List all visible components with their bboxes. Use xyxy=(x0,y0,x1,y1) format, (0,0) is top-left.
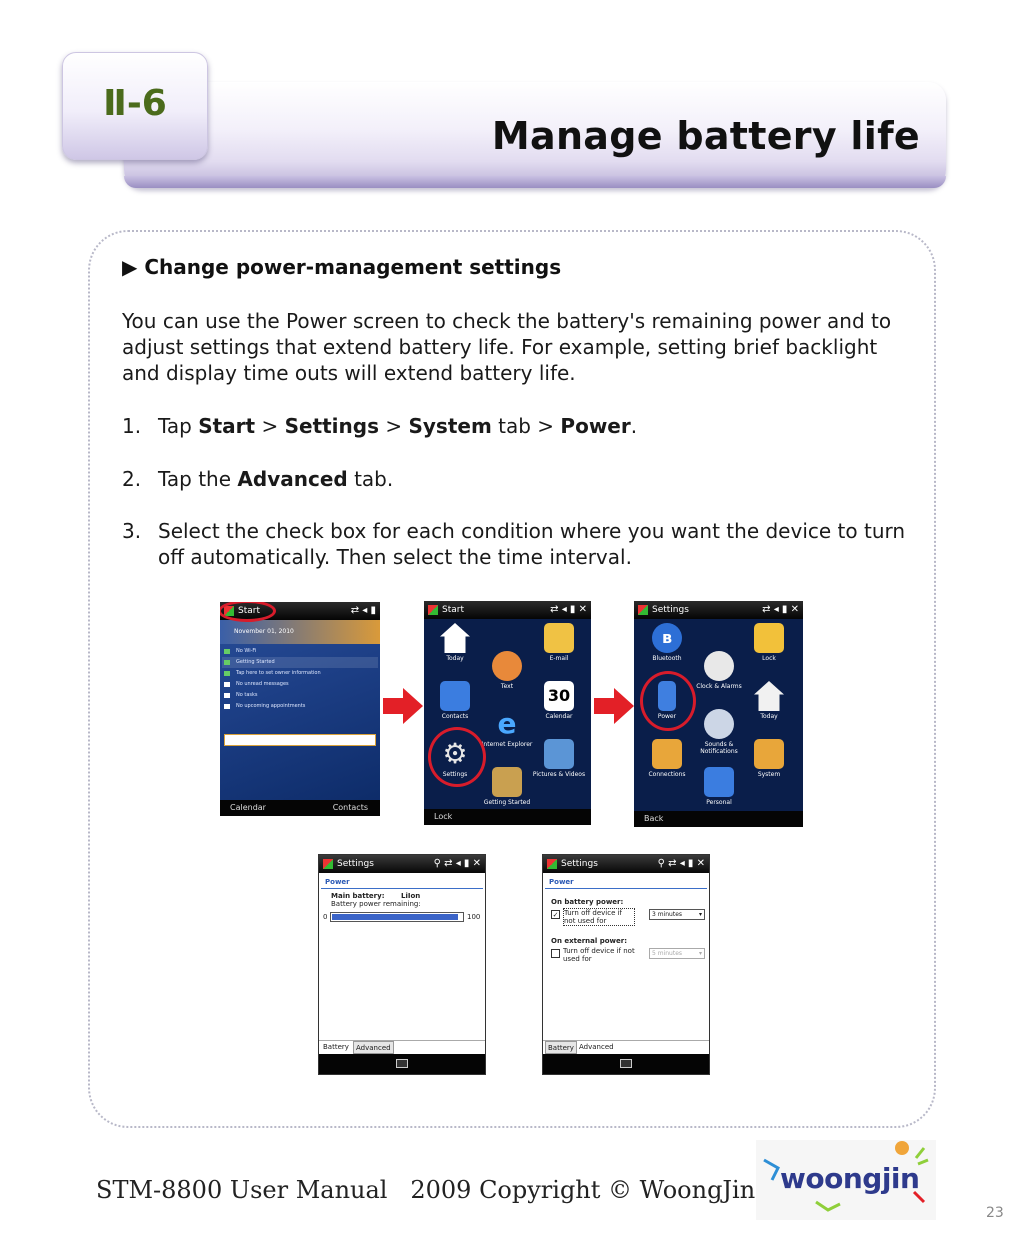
date-text: November 01, 2010 xyxy=(234,628,294,635)
status-icons: ⚲ ⇄ ◂ ▮ ✕ xyxy=(657,858,705,869)
step-number: 3. xyxy=(122,519,142,543)
step-text: Select the check box for each condition where you want the device to turn off automatically. Then select the time interval. xyxy=(158,519,906,569)
title-banner xyxy=(124,82,946,188)
soft-key-bar xyxy=(634,811,803,827)
tab-battery[interactable]: Battery xyxy=(321,1041,351,1054)
tab-strip xyxy=(543,1040,709,1054)
battery-min: 0 xyxy=(323,913,328,921)
start-label: Start xyxy=(238,606,260,616)
main-battery-label: Main battery: xyxy=(331,892,385,900)
step-number: 2. xyxy=(122,467,142,491)
tab-advanced[interactable]: Advanced xyxy=(577,1041,616,1054)
today-items xyxy=(222,646,378,712)
settings-title: Settings xyxy=(561,859,598,869)
lock-soft-key[interactable]: Lock xyxy=(434,812,453,821)
status-icons: ⇄ ◂ ▮ ✕ xyxy=(762,604,799,615)
soft-key-bar xyxy=(319,1054,485,1074)
back-soft-key[interactable]: Back xyxy=(644,814,664,823)
step-text: Tap the Advanced tab. xyxy=(158,467,394,491)
list-item[interactable]: No tasks xyxy=(222,690,378,701)
arrow-right-icon xyxy=(594,688,634,724)
windows-flag-icon xyxy=(638,605,648,615)
logo-wordmark: woongjin xyxy=(780,1162,920,1195)
external-interval-select[interactable]: 5 minutes ▾ xyxy=(649,948,705,959)
left-soft-key[interactable]: Calendar xyxy=(230,803,266,812)
power-battery-screen xyxy=(318,854,486,1075)
power-advanced-screen xyxy=(542,854,710,1075)
power-subtitle: Power xyxy=(545,875,707,889)
windows-flag-icon xyxy=(428,605,438,615)
section-heading: ▶ Change power-management settings xyxy=(122,255,562,279)
woongjin-logo xyxy=(756,1140,936,1220)
battery-max: 100 xyxy=(467,913,481,921)
battery-level-bar xyxy=(330,912,464,922)
chapter-tab xyxy=(62,52,208,160)
soft-key-bar xyxy=(424,809,591,825)
keyboard-icon[interactable] xyxy=(620,1059,632,1068)
soft-key-bar xyxy=(543,1054,709,1074)
tab-battery[interactable]: Battery xyxy=(545,1041,577,1054)
status-bar xyxy=(319,855,485,873)
highlight-circle-power xyxy=(640,671,696,731)
power-subtitle: Power xyxy=(321,875,483,889)
on-battery-label: On battery power: xyxy=(551,898,624,906)
battery-type: LiIon xyxy=(401,892,421,900)
list-item[interactable]: Getting Started xyxy=(222,657,378,668)
page-number: 23 xyxy=(986,1205,1004,1221)
start-title: Start xyxy=(442,605,464,615)
settings-title: Settings xyxy=(652,605,689,615)
battery-checkbox[interactable]: ✓ xyxy=(552,911,559,919)
arrow-right-icon xyxy=(383,688,423,724)
start-menu-screen: Start ⇄ ◂ ▮ ✕ Today E-mail Text Contacts 30 Calendar e Internet Explorer ⚙ Settings Pictures & Videos Getting Started Lock xyxy=(424,601,591,825)
battery-interval-select[interactable]: 3 minutes ▾ xyxy=(649,909,705,920)
tab-strip xyxy=(319,1040,485,1054)
intro-paragraph: You can use the Power screen to check the battery's remaining power and to adjust settings that extend battery life. For example, setting brief backlight and display time outs will extend battery life. xyxy=(122,309,892,385)
settings-screen: Settings ⇄ ◂ ▮ ✕ ʙ Bluetooth Lock Clock & Alarms Power Today Sounds & Notifications Connections System Personal Back xyxy=(634,601,803,827)
windows-flag-icon xyxy=(547,859,557,869)
soft-key-bar xyxy=(220,800,380,816)
on-external-label: On external power: xyxy=(551,937,628,945)
remaining-label: Battery power remaining: xyxy=(331,900,421,908)
list-item[interactable]: No Wi-Fi xyxy=(222,646,378,657)
windows-flag-icon xyxy=(323,859,333,869)
status-icons: ⚲ ⇄ ◂ ▮ ✕ xyxy=(433,858,481,869)
status-bar xyxy=(543,855,709,873)
search-box[interactable] xyxy=(224,734,376,746)
tab-advanced[interactable]: Advanced xyxy=(353,1041,394,1054)
list-item[interactable]: No unread messages xyxy=(222,679,378,690)
list-item[interactable]: Tap here to set owner information xyxy=(222,668,378,679)
highlight-circle-settings xyxy=(428,727,486,787)
today-screen xyxy=(220,602,380,816)
external-checkbox[interactable] xyxy=(551,949,560,958)
settings-title: Settings xyxy=(337,859,374,869)
step-text: Tap Start > Settings > System tab > Power. xyxy=(158,414,638,438)
status-bar xyxy=(634,601,803,619)
date-banner xyxy=(220,620,380,644)
footer-copyright: STM-8800 User Manual 2009 Copyright © WoongJin xyxy=(96,1176,756,1204)
status-icons: ⇄ ◂ ▮ ✕ xyxy=(550,604,587,615)
external-turn-off-label: Turn off device if not used for xyxy=(563,947,635,963)
right-soft-key[interactable]: Contacts xyxy=(332,803,368,812)
status-bar xyxy=(424,601,591,619)
step-number: 1. xyxy=(122,414,142,438)
status-icons: ⇄ ◂ ▮ xyxy=(350,605,376,616)
chapter-number: Ⅱ-6 xyxy=(103,83,167,124)
battery-turn-off-label: Turn off device if not used for xyxy=(563,908,635,926)
battery-level-fill xyxy=(332,914,458,920)
list-item[interactable]: No upcoming appointments xyxy=(222,701,378,712)
keyboard-icon[interactable] xyxy=(396,1059,408,1068)
page-title: Manage battery life xyxy=(491,114,920,158)
